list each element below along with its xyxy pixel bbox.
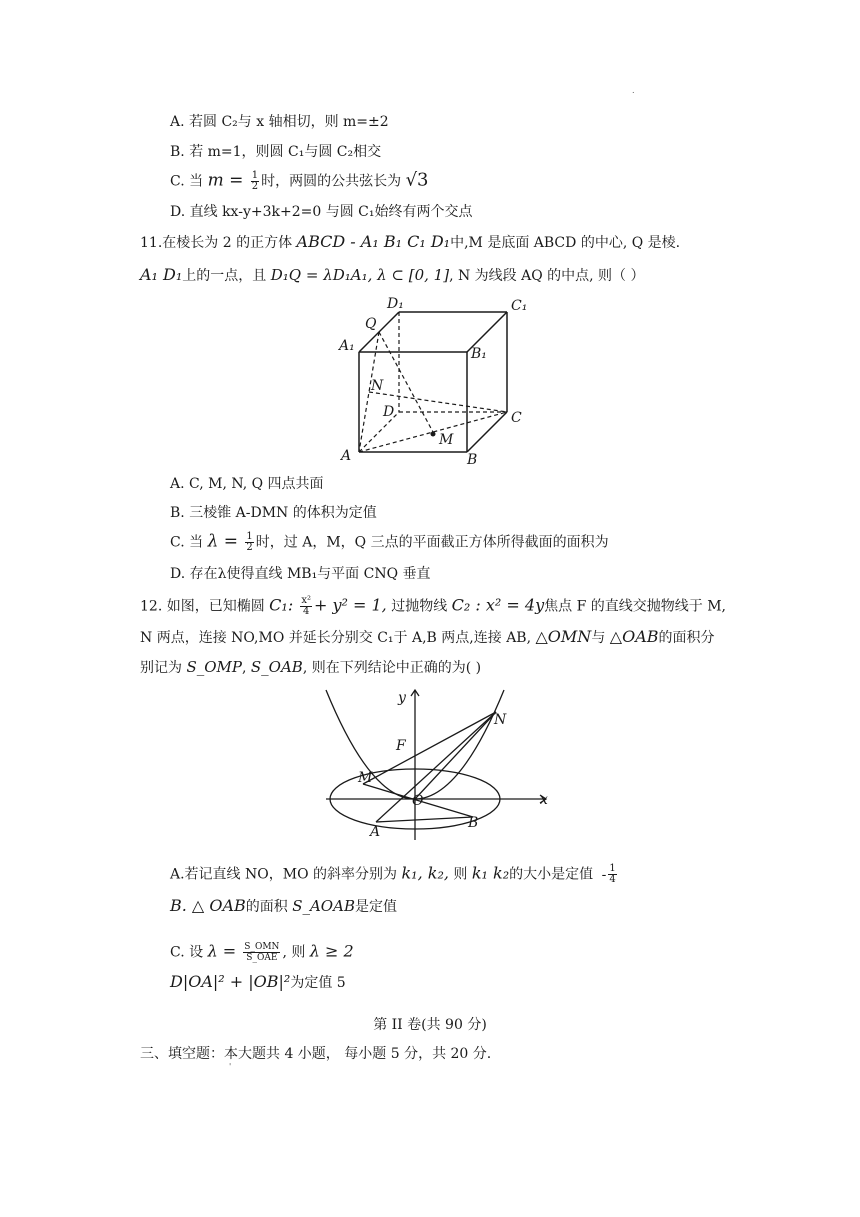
- ellipse-parabola-figure: [318, 684, 558, 842]
- q12-option-c-text: , 则: [282, 944, 306, 961]
- q12-option-a: [170, 864, 619, 885]
- q10-option-c-fraction: [251, 171, 259, 192]
- q11-stem-text1: 上的一点，且: [182, 268, 267, 284]
- q11-stem-line2: [140, 266, 645, 285]
- label-a1: A₁: [339, 338, 355, 354]
- fraction-denominator: 2: [246, 542, 253, 553]
- q12-option-d-suffix: 为定值 5: [290, 975, 346, 991]
- fraction-numerator: 1: [609, 863, 616, 874]
- q12-option-c-prefix: C. 设: [170, 944, 204, 961]
- q10-option-c-suffix: 时，两圆的公共弦长为: [261, 173, 402, 190]
- q12-option-a-prefix: A.若记直线 NO，MO 的斜率分别为: [170, 866, 398, 883]
- q12-stem-line1: [140, 596, 726, 617]
- q12-ellipse-math: C₁:: [269, 595, 299, 615]
- q12-option-a-sign: -: [601, 866, 607, 883]
- q11-option-c-fraction: [245, 532, 253, 553]
- q11-stem-line1: [140, 233, 680, 252]
- label-q: Q: [365, 316, 377, 332]
- footer-mark: ': [229, 1062, 232, 1071]
- q12-triangle-omn: △OMN: [535, 627, 592, 646]
- cube-figure: [335, 292, 535, 467]
- fraction-denominator: S_OAE: [246, 953, 278, 963]
- q11-stem-text2: , N 为线段 AQ 的中点, 则（ ）: [449, 268, 645, 284]
- q10-option-d: D. 直线 kx-y+3k+2=0 与圆 C₁始终有两个交点: [170, 204, 473, 220]
- q12-option-a-suffix: 的大小是定值: [509, 866, 594, 883]
- q12-stem-line3: 别记为 S_OMP, S_OAB, 则在下列结论中正确的为( ): [140, 658, 482, 676]
- q12-option-c-fraction: [243, 942, 280, 963]
- q12-stem-line2-suffix: 的面积分: [658, 630, 715, 646]
- fraction-denominator: 2: [251, 181, 259, 192]
- q11-option-b: B. 三棱锥 A-DMN 的体积为定值: [170, 505, 377, 521]
- q12-stem-line3-prefix: 别记为: [140, 660, 182, 676]
- fraction-numerator: x²: [301, 595, 311, 606]
- label-n: N: [494, 712, 507, 728]
- line-ab: [376, 817, 473, 822]
- q12-stem-text2: 过抛物线: [391, 598, 448, 615]
- q10-option-c-math: m =: [207, 170, 249, 191]
- q11-option-c-suffix: 时，过 A，M，Q 三点的平面截正方体所得截面的面积为: [255, 534, 609, 551]
- q12-ellipse-fraction: [300, 596, 312, 617]
- q11-option-c: [170, 532, 609, 553]
- section-2-title: 第 II 卷(共 90 分): [373, 1017, 487, 1033]
- fraction-numerator: 1: [251, 170, 259, 181]
- q10-option-a: A. 若圆 C₂与 x 轴相切，则 m=±2: [170, 114, 389, 130]
- q11-stem-prefix: 11.在棱长为 2 的正方体: [140, 235, 293, 251]
- label-n: N: [371, 378, 384, 394]
- label-x: x: [540, 792, 548, 808]
- q12-stem-prefix: 12. 如图，已知椭圆: [140, 598, 265, 615]
- q11-stem-math: ABCD - A₁ B₁ C₁ D₁: [296, 232, 451, 251]
- q10-option-c-prefix: C. 当: [170, 173, 204, 190]
- q11-option-c-math: λ =: [207, 531, 244, 552]
- label-c1: C₁: [511, 298, 528, 314]
- q10-option-c-sqrt: √3: [405, 169, 429, 191]
- label-a: A: [370, 824, 381, 840]
- q12-option-a-product: k₁ k₂: [471, 863, 510, 883]
- q12-option-b-math: B. △ OAB: [170, 896, 246, 915]
- q12-option-a-slopes: k₁, k₂,: [401, 863, 449, 883]
- q12-option-d: [170, 973, 346, 992]
- label-o: O: [412, 793, 424, 809]
- q11-option-c-prefix: C. 当: [170, 534, 204, 551]
- q12-stem-text3: 焦点 F 的直线交抛物线于 M,: [544, 598, 726, 615]
- q11-stem-suffix: 中,M 是底面 ABCD 的中心, Q 是棱.: [450, 235, 681, 251]
- section-3-heading: 三、填空题：本大题共 4 小题， 每小题 5 分，共 20 分.: [140, 1046, 492, 1062]
- label-f: F: [396, 738, 406, 754]
- label-m: M: [358, 770, 373, 786]
- q12-area-oab: S_OAB: [250, 658, 303, 676]
- fraction-numerator: 1: [246, 531, 253, 542]
- q10-option-b: B. 若 m=1，则圆 C₁与圆 C₂相交: [170, 144, 382, 160]
- q11-edge-math: A₁ D₁: [140, 265, 183, 284]
- q12-ellipse-math2: + y² = 1,: [313, 595, 387, 615]
- q12-stem-line3-suffix: , 则在下列结论中正确的为( ): [302, 660, 482, 676]
- q12-option-c: [170, 942, 354, 963]
- fraction-denominator: 4: [609, 874, 616, 885]
- q12-option-c-inequality: λ ≥ 2: [309, 941, 354, 961]
- q11-option-a: A. C, M, N, Q 四点共面: [170, 476, 324, 492]
- header-mark: .: [632, 86, 635, 95]
- q12-option-d-math: D|OA|² + |OB|²: [170, 972, 291, 991]
- q12-option-a-text: 则: [453, 866, 468, 883]
- label-m: M: [439, 432, 454, 448]
- label-d1: D₁: [387, 296, 404, 312]
- label-y: y: [398, 690, 406, 706]
- label-b1: B₁: [471, 346, 487, 362]
- q12-option-b-suffix: 是定值: [354, 899, 397, 915]
- q12-option-b-area: S_AOAB: [292, 897, 355, 915]
- label-a: A: [341, 448, 352, 464]
- q12-parabola-math: C₂ : x² = 4y: [451, 595, 545, 615]
- fraction-denominator: 4: [302, 606, 310, 617]
- q12-triangle-oab: △OAB: [609, 627, 659, 646]
- label-b: B: [468, 815, 479, 831]
- q12-option-b: [170, 897, 397, 916]
- q11-vector-math: D₁Q = λD₁A₁, λ ⊂ [0, 1]: [270, 266, 450, 284]
- label-c: C: [511, 410, 522, 426]
- q12-area-omp: S_OMP: [186, 658, 242, 676]
- q10-option-c: [170, 171, 429, 192]
- point-m-dot: [431, 432, 436, 437]
- q11-option-d: D. 存在λ使得直线 MB₁与平面 CNQ 垂直: [170, 566, 431, 582]
- q12-stem-line2-and: 与: [591, 630, 606, 646]
- q12-option-b-text: 的面积: [245, 899, 288, 915]
- fraction-numerator: S_OMN: [244, 942, 280, 952]
- q12-option-a-fraction: [608, 864, 616, 885]
- label-b: B: [467, 452, 478, 467]
- label-d: D: [383, 404, 395, 420]
- q12-stem-line2-text: N 两点，连接 NO,MO 并延长分别交 C₁于 A,B 两点,连接 AB,: [140, 630, 532, 646]
- q12-option-c-math: λ =: [207, 941, 242, 961]
- line-on: [415, 712, 496, 799]
- q12-stem-line2: [140, 628, 715, 647]
